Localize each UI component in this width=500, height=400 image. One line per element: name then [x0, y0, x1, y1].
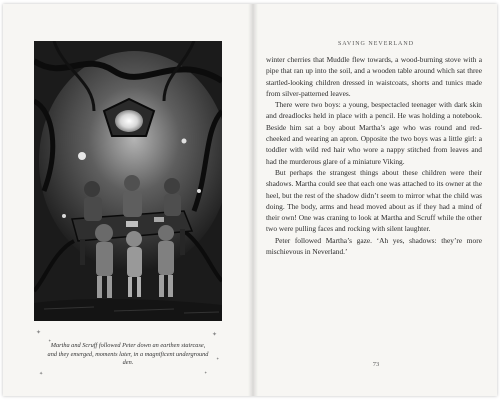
body-text [266, 54, 482, 257]
sparkle-ornament: ✦ [39, 372, 44, 377]
paragraph: winter cherries that Muddle flew towards, a wood-burning stove with a pipe that ran up into the soil, and a wooden table around which sat three startled-looking children dressed in waistcoats, shorts and tunics made from silver-patterned leaves. [266, 55, 482, 98]
right-page [255, 4, 497, 396]
paragraph: Peter followed Martha’s gaze. ‘Ah yes, shadows: they’re more mischievous in Neverland.’ [266, 235, 482, 257]
page-number: 73 [372, 361, 380, 368]
sparkle-ornament: ✦ [212, 332, 218, 338]
paragraph: But perhaps the strangest things about these children were their shadows. Martha could see that each one was attached to its owner at the heel, but the rest of the shadow didn’t seem to mirror what the child was doing. The body, arms and head moved about as if they had a mind of their own! One was craning to look at Martha and Scruff while the other two were pulling faces and rocking with silent laughter. [266, 167, 482, 234]
running-head: SAVING NEVERLAND [337, 41, 415, 47]
paragraph: There were two boys: a young, bespectacled teenager with dark skin and dreadlocks held in place with a pencil. He was holding a notebook. Beside him sat a boy about Martha’s age who was round and red-cheeked and wearing an apron. Opposite the two boys was a little girl: a toddler with wild red hair who wore a nappy stitched from leaves and had the murderous glare of a miniature Viking. [266, 100, 482, 166]
book-spread [3, 4, 497, 396]
sparkle-ornament: ✦ [36, 330, 42, 336]
den-illustration [34, 41, 222, 321]
sparkle-ornament: ✦ [48, 338, 52, 343]
sparkle-ornament: ✦ [204, 370, 208, 375]
sparkle-ornament: ✦ [216, 356, 220, 361]
left-page [3, 4, 251, 396]
den-illustration-art [34, 41, 222, 321]
caption-panel [34, 326, 222, 384]
illustration-caption: Martha and Scruff followed Peter down an earthen staircase, and they emerged, moments later, in a magnificent underground den. [47, 342, 209, 367]
